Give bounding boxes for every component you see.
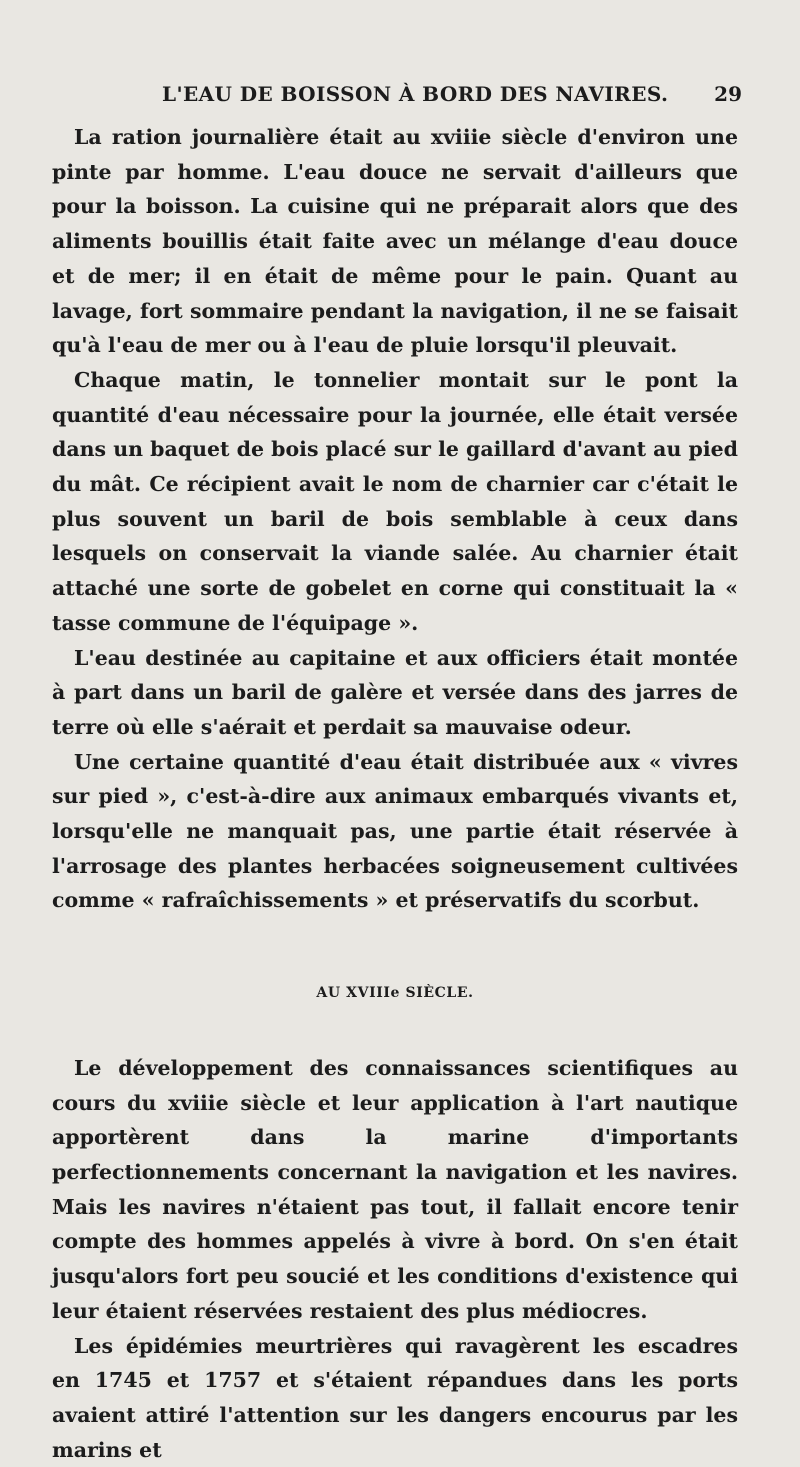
paragraph-ration: La ration journalière était au xviiie siècle d'environ une pinte par homme. L'eau douce ne servait d'ailleurs que pour la boisson. La cuisine qui ne préparait alors que des aliments bouillis était faite avec un mélange d'eau douce et de mer; il en était de même pour le pain. Quant au lavage, fort sommaire pendant la navigation, il ne se faisait qu'à l'eau de mer ou à l'eau de pluie lorsqu'il pleuvait. — [52, 120, 738, 363]
running-title: L'EAU DE BOISSON À BORD DES NAVIRES. — [162, 82, 668, 106]
paragraph-developpement: Le développement des connaissances scientifiques au cours du xviiie siècle et leur application à l'art nautique apportèrent dans la marine d'importants perfectionnements concernant la navigation et les navires. Mais les navires n'étaient pas tout, il fallait encore tenir compte des hommes appelés à vivre à bord. On s'en était jusqu'alors fort peu soucié et les conditions d'existence qui leur étaient réservées restaient des plus médiocres. — [52, 1051, 738, 1329]
paragraph-officiers: L'eau destinée au capitaine et aux officiers était montée à part dans un baril de galère et versée dans des jarres de terre où elle s'aérait et perdait sa mauvaise odeur. — [52, 641, 738, 745]
paragraph-vivres: Une certaine quantité d'eau était distribuée aux « vivres sur pied », c'est-à-dire aux animaux embarqués vivants et, lorsqu'elle ne manquait pas, une partie était réservée à l'arrosage des plantes herbacées soigneusement cultivées comme « rafraîchissements » et préservatifs du scorbut. — [52, 745, 738, 919]
section-heading: AU XVIIIe SIÈCLE. — [52, 976, 738, 1011]
body-text — [52, 120, 738, 1467]
page-number: 29 — [714, 82, 742, 106]
paragraph-charnier: Chaque matin, le tonnelier montait sur le pont la quantité d'eau nécessaire pour la journée, elle était versée dans un baquet de bois placé sur le gaillard d'avant au pied du mât. Ce récipient avait le nom de charnier car c'était le plus souvent un baril de bois semblable à ceux dans lesquels on conservait la viande salée. Au charnier était attaché une sorte de gobelet en corne qui constituait la « tasse commune de l'équipage ». — [52, 363, 738, 641]
paragraph-epidemies: Les épidémies meurtrières qui ravagèrent les escadres en 1745 et 1757 et s'étaient répandues dans les ports avaient attiré l'attention sur les dangers encourus par les marins et — [52, 1329, 738, 1467]
page-header — [52, 82, 742, 112]
